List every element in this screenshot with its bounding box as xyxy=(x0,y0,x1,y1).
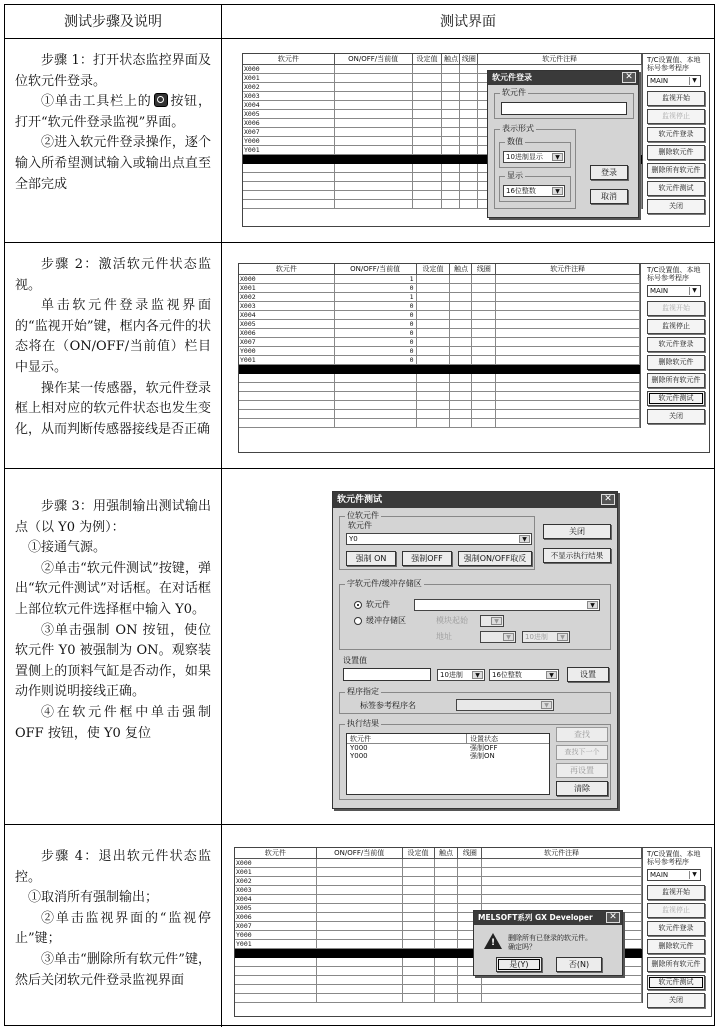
step-3-title: 步骤 3：用强制输出测试输出点（以 Y0 为例）： xyxy=(15,499,211,535)
delete-device-button[interactable]: 删除软元件 xyxy=(647,939,705,954)
table-row[interactable]: X007 xyxy=(235,922,642,931)
test-table xyxy=(4,4,715,1026)
table-row[interactable]: X000 1 xyxy=(239,275,640,284)
monitor-start-button[interactable]: 监视开始 xyxy=(647,301,705,316)
step-3-item-3: ③单击强制 ON 按钮，使位软元件 Y0 被强制为 ON。观察装置侧上的顶料气缸是否动作，如果动作则说明接线正确。 xyxy=(15,622,211,700)
device-grid-2: 软元件 ON/OFF/当前值 设定值 触点 线圈 软元件注释 X000 1 X001 0 X002 1 X003 0 X004 0 X005 0 X006 0 X007 0 Y000 0 Y001 0 xyxy=(239,264,641,428)
device-test-button[interactable]: 软元件测试 xyxy=(647,181,705,196)
table-row[interactable]: X003 xyxy=(243,92,642,101)
no-button[interactable]: 否(N) xyxy=(556,957,602,972)
address-radix-select[interactable]: 10进制 ▼ xyxy=(522,631,570,643)
side-panel-1: T/C设置值、本地标号参考程序 MAIN ▼ 监视开始 监视停止 软元件登录 删除软元件 删除所有软元件 软元件测试 关闭 xyxy=(647,56,707,217)
step-4-item-3: ③单击“删除所有软元件”键，然后关闭软元件登录监视界面 xyxy=(15,951,211,988)
force-on-button[interactable]: 强制 ON xyxy=(346,551,396,566)
device-test-button[interactable]: 软元件测试 xyxy=(647,975,705,990)
module-start-select[interactable] xyxy=(480,615,504,627)
delete-device-button[interactable]: 删除软元件 xyxy=(647,355,705,370)
delete-all-devices-button[interactable]: 删除所有软元件 xyxy=(647,373,705,388)
side-panel-4: T/C设置值、本地标号参考程序 MAIN ▼ 监视开始 监视停止 软元件登录 删除软元件 删除所有软元件 软元件测试 关闭 xyxy=(647,850,707,1011)
side-panel-2: T/C设置值、本地标号参考程序 MAIN ▼ 监视开始 监视停止 软元件登录 删除软元件 删除所有软元件 软元件测试 关闭 xyxy=(647,266,707,427)
table-row[interactable]: X003 xyxy=(235,886,642,895)
step-4-title: 步骤 4：退出软元件状态监控。 xyxy=(15,849,211,885)
table-row[interactable]: Y000 xyxy=(235,931,642,940)
register-dialog: 软元件登录 ✕ 软元件 表示形式 数值 10进制显示 ▼ 显示 16位整数 ▼ 登录 取消 xyxy=(487,70,639,218)
register-device-button[interactable]: 软元件登录 xyxy=(647,127,705,142)
word-device-select[interactable] xyxy=(414,599,600,611)
register-device-button[interactable]: 软元件登录 xyxy=(647,337,705,352)
device-test-button[interactable]: 软元件测试 xyxy=(647,391,705,406)
chevron-down-icon: ▼ xyxy=(552,153,563,161)
chevron-down-icon: ▼ xyxy=(689,287,699,295)
clear-button[interactable]: 清除 xyxy=(556,781,608,796)
table-row[interactable]: Y001 xyxy=(243,146,642,155)
chevron-down-icon: ▼ xyxy=(552,187,563,195)
set-button[interactable]: 设置 xyxy=(567,667,609,682)
dialog-title: MELSOFT系列 GX Developer xyxy=(478,913,593,922)
table-row[interactable]: X007 0 xyxy=(239,338,640,347)
register-device-button[interactable]: 软元件登录 xyxy=(647,921,705,936)
label-program-select[interactable] xyxy=(456,699,554,711)
header-interface: 测试界面 xyxy=(440,14,496,30)
monitor-window-4 xyxy=(234,847,712,1017)
step-1-screenshot xyxy=(222,39,714,242)
step-1-item-1: ①单击工具栏上的 按钮，打开“软元件登录监视”界面。 xyxy=(15,94,211,130)
delete-all-devices-button[interactable]: 删除所有软元件 xyxy=(647,957,705,972)
bit-device-select[interactable]: Y0 ▼ xyxy=(346,533,532,545)
table-row[interactable]: X001 0 xyxy=(239,284,640,293)
find-button[interactable]: 查找 xyxy=(556,727,608,742)
register-cancel-button[interactable]: 取消 xyxy=(590,189,628,204)
radix-select[interactable]: 10进制 ▼ xyxy=(437,669,485,681)
monitor-stop-button[interactable]: 监视停止 xyxy=(647,109,705,124)
close-button[interactable]: 关闭 xyxy=(647,199,705,214)
chevron-down-icon: ▼ xyxy=(491,617,502,625)
close-icon[interactable]: ✕ xyxy=(606,912,620,923)
radio-device[interactable] xyxy=(354,601,362,609)
table-row[interactable]: X002 xyxy=(235,877,642,886)
step-3-row xyxy=(5,469,714,825)
table-row[interactable]: X001 xyxy=(235,868,642,877)
chevron-down-icon: ▼ xyxy=(546,671,557,679)
step-2-item-1: 单击软元件登录监视界面的“监视开始”键，框内各元件的状态将在（ON/OFF/当前值）栏目中显示。 xyxy=(15,298,211,375)
table-row[interactable]: X002 xyxy=(243,83,642,92)
header-steps: 测试步骤及说明 xyxy=(5,5,222,39)
device-grid-4: 软元件 ON/OFF/当前值 设定值 触点 线圈 软元件注释 X000 X001 X002 X003 X004 X005 X006 X007 Y000 Y001 xyxy=(235,848,643,1003)
chevron-down-icon: ▼ xyxy=(689,871,699,879)
chevron-down-icon: ▼ xyxy=(689,77,699,85)
device-test-dialog: 软元件测试 ✕ 位软元件 软元件 Y0 ▼ 强制 ON 强制OFF 强制ON/OFF取反 关闭 不显示执行结果 字软元件/缓冲存储区 软元件 ▼ 缓冲存储区 模块起始 ▼ 地址 ▼ 10进制 ▼ 设置值 10进制 ▼ 16位整数 ▼ 设置 程序指定 标签参考程序名 ▼ 执行结果 软元件 设置状态 Y000 强制OFF Y000 强制ON 查找 查找下一个 再设置 清除 xyxy=(332,491,618,809)
dialog-title: 软元件登录 xyxy=(492,73,532,82)
table-row[interactable]: X004 0 xyxy=(239,311,640,320)
device-grid-1: 软元件 ON/OFF/当前值 设定值 触点 线圈 软元件注释 X000 X001 X002 X003 X004 X005 X006 X007 Y000 Y001 xyxy=(243,54,643,209)
table-row[interactable]: X000 xyxy=(235,859,642,868)
step-1-item-2: ②进入软元件登录操作，逐个输入所希望测试输入或输出点直至全部完成 xyxy=(15,135,211,192)
address-input[interactable] xyxy=(480,631,516,643)
table-row[interactable]: X007 xyxy=(243,128,642,137)
table-row[interactable]: X000 xyxy=(243,65,642,74)
result-list[interactable]: 软元件 设置状态 Y000 强制OFF Y000 强制ON xyxy=(346,733,550,795)
close-button[interactable]: 关闭 xyxy=(647,409,705,424)
close-button[interactable]: 关闭 xyxy=(543,524,611,539)
monitor-start-button[interactable]: 监视开始 xyxy=(647,885,705,900)
set-value-input[interactable] xyxy=(343,668,431,681)
program-select[interactable]: MAIN ▼ xyxy=(647,285,701,297)
table-row[interactable]: X005 xyxy=(235,904,642,913)
confirm-dialog: MELSOFT系列 GX Developer ✕ ! 删除所有已登录的软元件。 确定吗？ 是(Y) 否(N) xyxy=(473,910,623,976)
program-select[interactable]: MAIN ▼ xyxy=(647,869,701,881)
table-header xyxy=(5,5,714,39)
monitor-window-2 xyxy=(238,263,710,453)
reset-button[interactable]: 再设置 xyxy=(556,763,608,778)
chevron-down-icon: ▼ xyxy=(472,671,483,679)
monitor-register-icon xyxy=(154,93,168,107)
monitor-window-1 xyxy=(242,53,710,227)
step-3-item-1: ①接通气源。 xyxy=(28,540,107,556)
step-2-screenshot xyxy=(222,243,714,468)
table-row[interactable]: X005 0 xyxy=(239,320,640,329)
table-row[interactable]: X006 0 xyxy=(239,329,640,338)
radio-buffer[interactable] xyxy=(354,617,362,625)
step-4-item-1: ①取消所有强制输出； xyxy=(28,890,159,906)
step-4-description xyxy=(5,825,222,1027)
list-item[interactable]: Y000 强制ON xyxy=(350,752,495,760)
step-3-item-4: ④在软元件框中单击强制 OFF 按钮，使 Y0 复位 xyxy=(15,704,211,741)
step-1-row xyxy=(5,39,714,243)
program-select[interactable]: MAIN ▼ xyxy=(647,75,701,87)
chevron-down-icon: ▼ xyxy=(541,701,552,709)
step-4-row xyxy=(5,825,714,1027)
monitor-stop-button[interactable]: 监视停止 xyxy=(647,903,705,918)
table-row[interactable]: X005 xyxy=(243,110,642,119)
table-row[interactable]: X001 xyxy=(243,74,642,83)
yes-button[interactable]: 是(Y) xyxy=(496,957,542,972)
force-off-button[interactable]: 强制OFF xyxy=(402,551,452,566)
table-row-selected[interactable] xyxy=(239,365,640,374)
delete-device-button[interactable]: 删除软元件 xyxy=(647,145,705,160)
step-1-title: 步骤 1：打开状态监控界面及位软元件登录。 xyxy=(15,53,211,89)
display-select[interactable]: 16位整数 ▼ xyxy=(503,185,565,197)
table-row[interactable]: X003 0 xyxy=(239,302,640,311)
step-4-item-2: ②单击监视界面的“监视停止”键； xyxy=(15,910,211,947)
hide-results-button[interactable]: 不显示执行结果 xyxy=(543,548,611,563)
force-invert-button[interactable]: 强制ON/OFF取反 xyxy=(458,551,532,566)
int-type-select[interactable]: 16位整数 ▼ xyxy=(489,669,559,681)
dialog-title: 软元件测试 xyxy=(337,495,383,505)
device-input[interactable] xyxy=(501,102,627,115)
step-1-description xyxy=(5,39,222,242)
close-button[interactable]: 关闭 xyxy=(647,993,705,1008)
step-3-description xyxy=(5,469,222,824)
table-row[interactable]: X006 xyxy=(243,119,642,128)
radix-select[interactable]: 10进制显示 ▼ xyxy=(503,151,565,163)
monitor-stop-button[interactable]: 监视停止 xyxy=(647,319,705,334)
register-ok-button[interactable]: 登录 xyxy=(590,165,628,180)
step-2-item-2: 操作某一传感器，软元件登录框上相对应的软元件状态也发生变化，从而判断传感器接线是否正确 xyxy=(15,380,211,437)
table-row[interactable]: Y001 0 xyxy=(239,356,640,365)
step-2-row xyxy=(5,243,714,469)
step-2-title: 步骤 2：激活软元件状态监视。 xyxy=(15,257,211,293)
chevron-down-icon: ▼ xyxy=(587,601,598,609)
table-row[interactable]: Y000 0 xyxy=(239,347,640,356)
monitor-start-button[interactable]: 监视开始 xyxy=(647,91,705,106)
step-2-description xyxy=(5,243,222,468)
step-3-item-2: ②单击“软元件测试”按键，弹出“软元件测试”对话框。在对话框上部位软元件选择框中输入 Y0。 xyxy=(15,560,211,617)
table-row[interactable]: X004 xyxy=(243,101,642,110)
step-3-screenshot xyxy=(222,469,714,824)
chevron-down-icon: ▼ xyxy=(503,633,514,641)
find-next-button[interactable]: 查找下一个 xyxy=(556,745,608,760)
table-row[interactable]: X002 1 xyxy=(239,293,640,302)
table-row[interactable]: X004 xyxy=(235,895,642,904)
delete-all-devices-button[interactable]: 删除所有软元件 xyxy=(647,163,705,178)
close-icon[interactable]: ✕ xyxy=(622,72,636,83)
close-icon[interactable]: ✕ xyxy=(601,494,615,505)
chevron-down-icon: ▼ xyxy=(519,535,530,543)
table-row[interactable]: Y000 xyxy=(243,137,642,146)
table-row[interactable]: Y001 xyxy=(235,940,642,949)
list-item[interactable]: Y000 强制OFF xyxy=(350,744,498,752)
table-row[interactable]: X006 xyxy=(235,913,642,922)
step-4-screenshot xyxy=(222,825,714,1027)
chevron-down-icon: ▼ xyxy=(557,633,568,641)
